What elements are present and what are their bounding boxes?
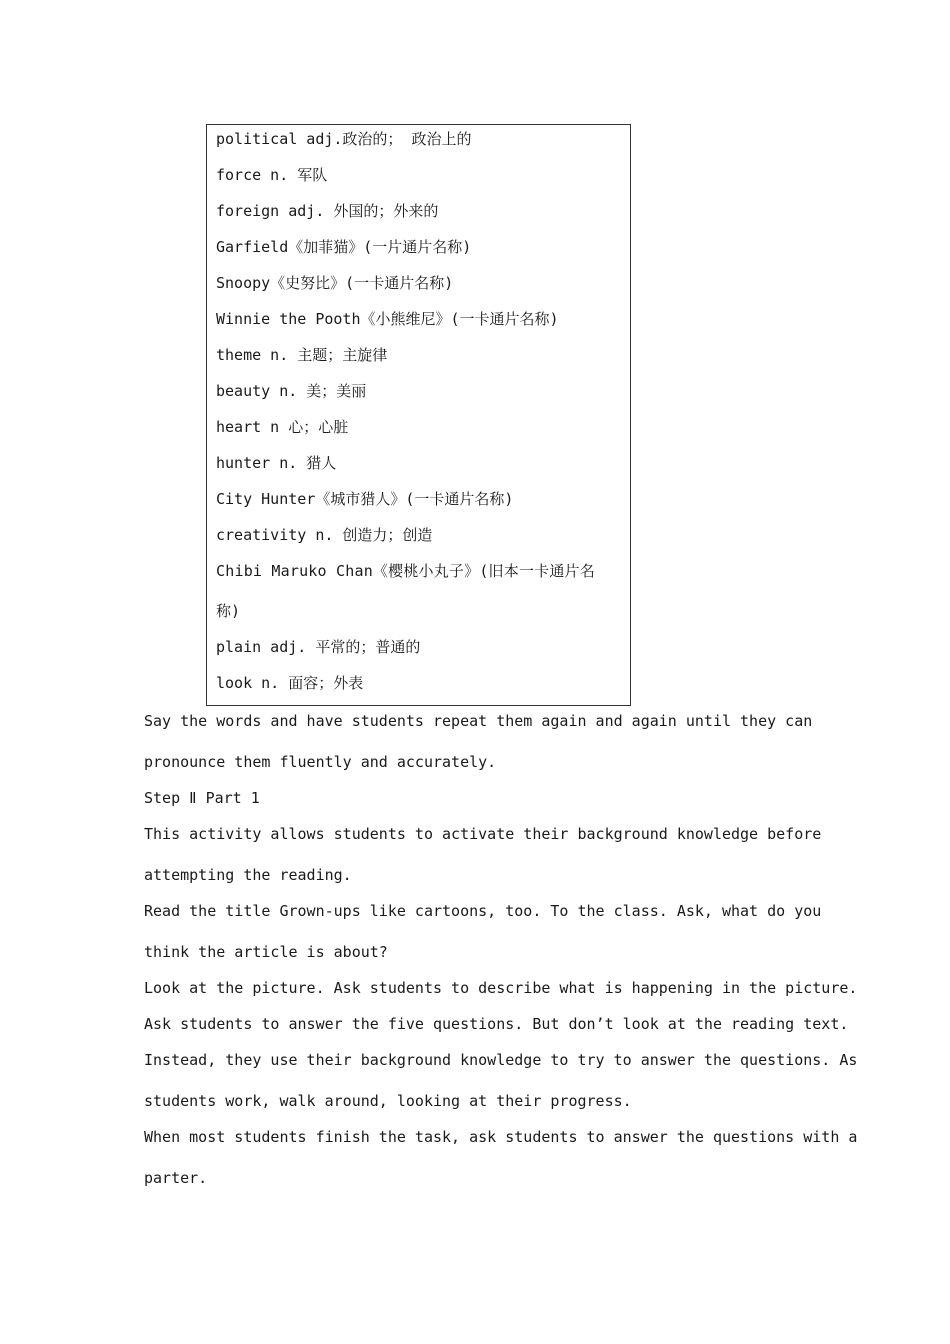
- body-text-line: Ask students to answer the five questions. But don’t look at the reading text.: [144, 1015, 849, 1033]
- vocab-entry: Snoopy《史努比》(一卡通片名称): [216, 274, 454, 292]
- vocab-entry: theme n. 主题；主旋律: [216, 346, 388, 364]
- vocab-entry: force n. 军队: [216, 166, 328, 184]
- vocab-entry: Garfield《加菲猫》(一片通片名称): [216, 238, 472, 256]
- vocab-entry: beauty n. 美；美丽: [216, 382, 367, 400]
- body-text-line: When most students finish the task, ask students to answer the questions with a: [144, 1128, 858, 1146]
- vocab-entry: City Hunter《城市猎人》(一卡通片名称): [216, 490, 514, 508]
- vocab-entry: look n. 面容；外表: [216, 674, 364, 692]
- body-text-line: students work, walk around, looking at their progress.: [144, 1092, 632, 1110]
- vocab-entry: Chibi Maruko Chan《樱桃小丸子》(旧本一卡通片名: [216, 562, 595, 580]
- vocab-entry-continuation: 称): [216, 602, 241, 620]
- vocab-entry: hunter n. 猎人: [216, 454, 337, 472]
- vocab-entry: plain adj. 平常的；普通的: [216, 638, 421, 656]
- body-text-line: Read the title Grown-ups like cartoons, too. To the class. Ask, what do you: [144, 902, 822, 920]
- vocab-entry: Winnie the Pooth《小熊维尼》(一卡通片名称): [216, 310, 559, 328]
- vocab-entry: political adj.政治的； 政治上的: [216, 130, 472, 148]
- vocabulary-table: [206, 124, 631, 706]
- body-text-line: Instead, they use their background knowledge to try to answer the questions. As: [144, 1051, 858, 1069]
- step-heading: Step Ⅱ Part 1: [144, 789, 260, 807]
- body-text-line: Look at the picture. Ask students to describe what is happening in the picture.: [144, 979, 858, 997]
- body-text-line: parter.: [144, 1169, 208, 1187]
- vocab-entry: foreign adj. 外国的；外来的: [216, 202, 439, 220]
- vocab-entry: creativity n. 创造力；创造: [216, 526, 433, 544]
- body-text-line: think the article is about?: [144, 943, 388, 961]
- body-text-line: Say the words and have students repeat them again and again until they can: [144, 712, 813, 730]
- body-text-line: This activity allows students to activate their background knowledge before: [144, 825, 822, 843]
- body-text-line: attempting the reading.: [144, 866, 352, 884]
- body-text-line: pronounce them fluently and accurately.: [144, 753, 497, 771]
- vocab-entry: heart n 心；心脏: [216, 418, 349, 436]
